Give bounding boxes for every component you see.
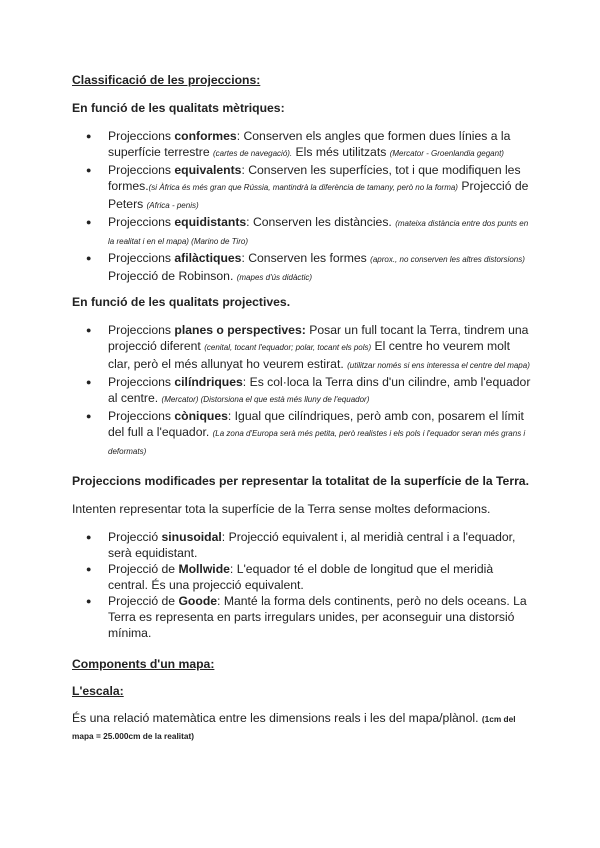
list-item: ● Projecció sinusoidal: Projecció equivalent i, al meridià central i a l'equador, serà equidistant. <box>72 529 534 561</box>
metric-list <box>72 128 534 286</box>
list-item: ● Projeccions planes o perspectives: Posar un full tocant la Terra, tindrem una projecció diferent (cenital, tocant l'equador; polar, tocant els pols) El centre ho veurem molt clar, però el més allunyat ho veurem estirat. (utilitzar només si ens interessa el centre del mapa) <box>72 322 534 374</box>
list-item: ● Projeccions equidistants: Conserven les distàncies. (mateixa distància entre dos punts en la realitat i en el mapa) (Marino de Tiro) <box>72 214 534 250</box>
section-heading-modified: Projeccions modificades per representar la totalitat de la superfície de la Terra. <box>72 474 529 488</box>
list-item: ● Projeccions cilíndriques: Es col·loca la Terra dins d'un cilindre, amb l'equador al centre. (Mercator) (Distorsiona el que està més lluny de l'equador) <box>72 374 534 408</box>
section-heading-metric: En funció de les qualitats mètriques: <box>72 101 285 115</box>
modified-intro: Intenten representar tota la superfície de la Terra sense moltes deformacions. <box>72 502 491 516</box>
list-item: ● Projecció de Goode: Manté la forma dels continents, però no dels oceans. La Terra es representa en parts irregulars unides, per aconseguir una distorsió mínima. <box>72 593 534 641</box>
list-item: ● Projeccions conformes: Conserven els angles que formen dues línies a la superfície terrestre (cartes de navegació). Els més utilitzats (Mercator - Groenlandia gegant) <box>72 128 534 162</box>
scale-paragraph: És una relació matemàtica entre les dimensions reals i les del mapa/plànol. (1cm del mapa = 25.000cm de la realitat) <box>72 711 516 741</box>
scale-heading: L'escala: <box>72 684 124 698</box>
modified-list <box>72 529 534 641</box>
projective-list <box>72 322 534 460</box>
list-item: ● Projecció de Mollwide: L'equador té el doble de longitud que el meridià central. És una projecció equivalent. <box>72 561 534 593</box>
page-title: Classificació de les projeccions: <box>72 73 261 87</box>
components-heading: Components d'un mapa: <box>72 657 215 671</box>
list-item: ● Projeccions afilàctiques: Conserven les formes (aprox., no conserven les altres distorsions) Projecció de Robinson. (mapes d'ús didàctic) <box>72 250 534 286</box>
list-item: ● Projeccions còniques: Igual que cilíndriques, però amb con, posarem el límit del full a l'equador. (La zona d'Europa serà més petita, però realistes i els pols i l'equador seran més grans i deformats) <box>72 408 534 460</box>
section-heading-projective: En funció de les qualitats projectives. <box>72 295 291 309</box>
list-item: ● Projeccions equivalents: Conserven les superfícies, tot i que modifiquen les formes.(si Àfrica és més gran que Rússia, mantindrà la diferència de tamany, però no la forma) Projecció de Peters (Africa - penis) <box>72 162 534 214</box>
